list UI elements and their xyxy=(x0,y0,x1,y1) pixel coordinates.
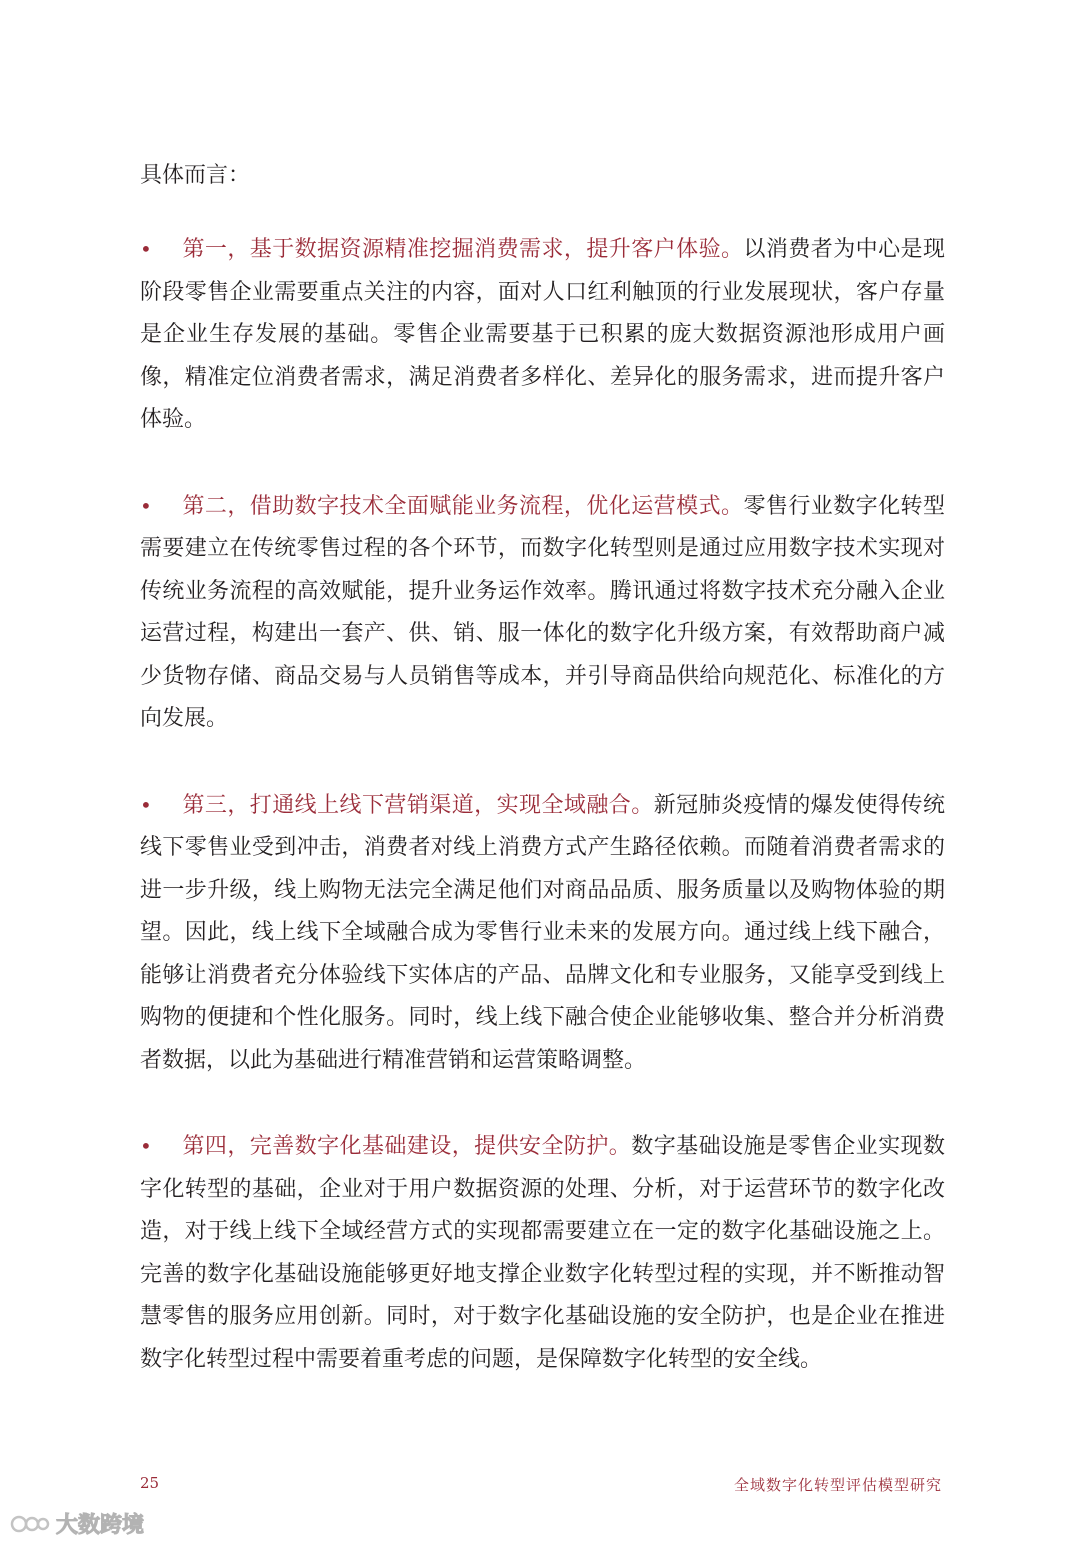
bullet-body: 新冠肺炎疫情的爆发使得传统线下零售业受到冲击，消费者对线上消费方式产生路径依赖。而随着消费者需求的进一步升级，线上购物无法完全满足他们对商品品质、服务质量以及购物体验的期望。因此，线上线下全域融合成为零售行业未来的发展方向。通过线上线下融合，能够让消费者充分体验线下实体店的产品、品牌文化和专业服务，又能享受到线上购物的便捷和个性化服务。同时，线上线下融合使企业能够收集、整合并分析消费者数据，以此为基础进行精准营销和运营策略调整。 xyxy=(140,792,945,1073)
watermark-text: 大数跨境 xyxy=(56,1513,145,1538)
bullet-dot-icon: • xyxy=(140,237,152,261)
bullet-lead: 第一，基于数据资源精准挖掘消费需求，提升客户体验。 xyxy=(182,237,744,262)
bullet-dot-icon: • xyxy=(140,792,152,817)
footer-title: 全域数字化转型评估模型研究 xyxy=(733,1476,942,1494)
brand-logo-icon xyxy=(10,1511,50,1537)
page-number: 25 xyxy=(140,1474,160,1492)
bullet-list xyxy=(140,228,945,1424)
bullet-body: 零售行业数字化转型需要建立在传统零售过程的各个环节，而数字化转型则是通过应用数字技术实现对传统业务流程的高效赋能，提升业务运作效率。腾讯通过将数字技术充分融入企业运营过程，构建出一套产、供、销、服一体化的数字化升级方案，有效帮助商户减少货物存储、商品交易与人员销售等成本，并引导商品供给向规范化、标准化的方向发展。 xyxy=(140,493,945,731)
bullet-item-2 xyxy=(140,485,945,741)
bullet-dot-icon: • xyxy=(140,493,152,518)
bullet-body: 数字基础设施是零售企业实现数字化转型的基础，企业对于用户数据资源的处理、分析，对于运营环节的数字化改造，对于线上线下全域经营方式的实现都需要建立在一定的数字化基础设施之上。完善的数字化基础设施能够更好地支撑企业数字化转型过程的实现，并不断推动智慧零售的服务应用创新。同时，对于数字化基础设施的安全防护，也是企业在推进数字化转型过程中需要着重考虑的问题，是保障数字化转型的安全线。 xyxy=(140,1134,945,1372)
bullet-lead: 第三，打通线上线下营销渠道，实现全域融合。 xyxy=(182,792,654,818)
bullet-dot-icon: • xyxy=(140,1134,152,1158)
bullet-lead: 第四，完善数字化基础建设，提供安全防护。 xyxy=(182,1134,632,1159)
bullet-body: 以消费者为中心是现阶段零售企业需要重点关注的内容，面对人口红利触顶的行业发展现状，客户存量是企业生存发展的基础。零售企业需要基于已积累的庞大数据资源池形成用户画像，精准定位消费者需求，满足消费者多样化、差异化的服务需求，进而提升客户体验。 xyxy=(140,237,945,432)
bullet-item-3 xyxy=(140,784,945,1083)
bullet-lead: 第二，借助数字技术全面赋能业务流程，优化运营模式。 xyxy=(182,493,744,519)
bullet-item-1 xyxy=(140,228,945,442)
bullet-item-4 xyxy=(140,1125,945,1381)
watermark xyxy=(10,1508,144,1539)
intro-text: 具体而言： xyxy=(140,163,251,188)
